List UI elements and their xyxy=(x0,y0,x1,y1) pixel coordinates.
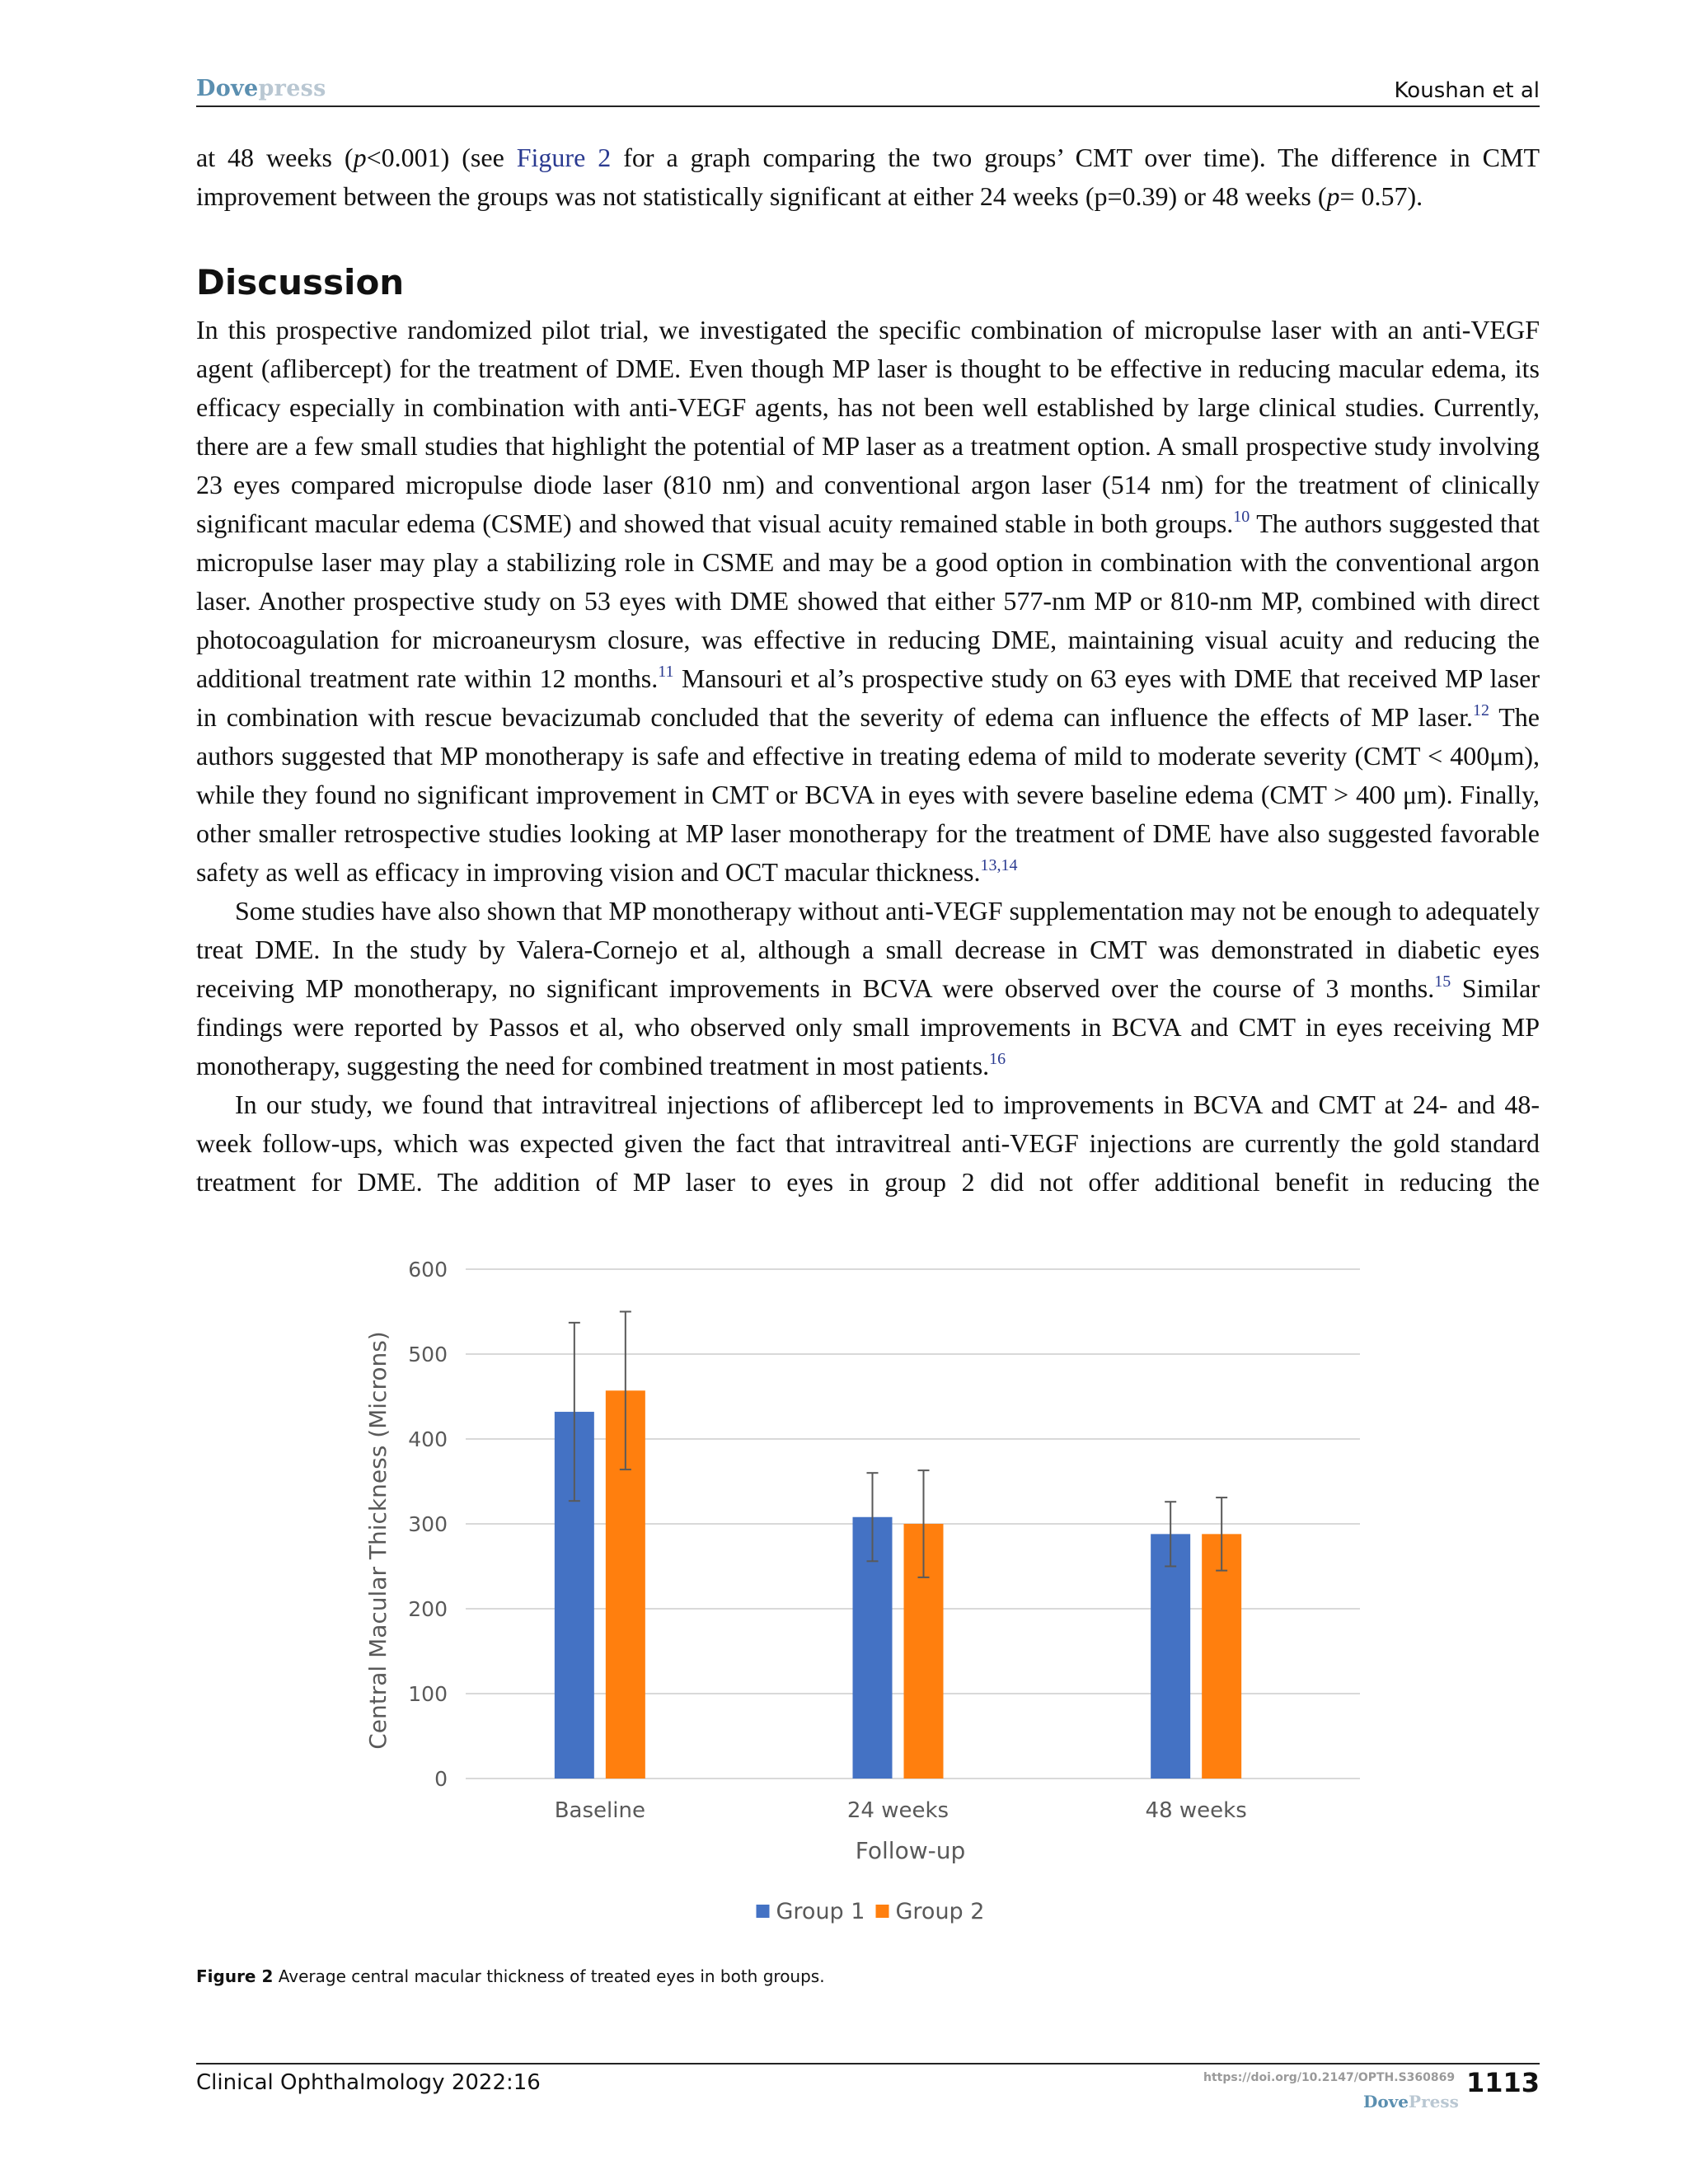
logo-dove-text: Dove xyxy=(196,76,259,101)
y-tick-label: 100 xyxy=(408,1682,448,1706)
discussion-paragraph-1: In this prospective randomized pilot trial, we investigated the specific combination of micropulse laser with an anti-VEGF agent (aflibercept) for the treatment of DME. Even though MP laser is thought to be effective in reducing macular edema, its efficacy especially in combination with anti-VEGF agents, has not been well established by large clinical studies. Currently, there are a few small studies that highlight the potential of MP laser as a treatment option. A small prospective study involving 23 eyes compared micropulse diode laser (810 nm) and conventional argon laser (514 nm) for the treatment of clinically significant macular edema (CSME) and showed that visual acuity remained stable in both groups.$^{10}$ The authors suggested that micropulse laser may play a stabilizing role in CSME and may be a good option in combination with the conventional argon laser. Another prospective study on 53 eyes with DME showed that either 577-nm MP or 810-nm MP, combined with direct photocoagulation for microaneurysm closure, was effective in reducing DME, maintaining visual acuity and reducing the additional treatment rate within 12 months.$^{11}$ Mansouri et al’s prospective study on 63 eyes with DME that received MP laser in combination with rescue bevacizumab concluded that the severity of edema can influence the effects of MP laser.$^{12}$ The authors suggested that MP monotherapy is safe and effective in treating edema of mild to moderate severity (CMT < 400μm), while they found no significant improvement in CMT or BCVA in eyes with severe baseline edema (CMT > 400 μm). Finally, other smaller retrospective studies looking at MP laser monotherapy for the treatment of DME have also suggested favorable safety as well as efficacy in improving vision and OCT macular thickness.$^{13,14}$ xyxy=(196,315,1540,887)
figure-2-link[interactable]: Figure 2 xyxy=(516,143,612,172)
reference-link[interactable]: 11 xyxy=(658,663,674,681)
journal-logo xyxy=(196,76,326,101)
discussion-paragraph-2: Some studies have also shown that MP monotherapy without anti-VEGF supplementation may not be enough to adequately treat DME. In the study by Valera-Cornejo et al, although a small decrease in CMT was demonstrated in diabetic eyes receiving MP monotherapy, no significant improvements in BCVA were observed over the course of 3 months.$^{15}$ Similar findings were reported by Passos et al, who observed only small improvements in BCVA and CMT in eyes receiving MP monotherapy, suggesting the need for combined treatment in most patients.$^{16}$ xyxy=(196,896,1540,1080)
x-tick-label: 48 weeks xyxy=(1145,1798,1247,1823)
logo-press-text: press xyxy=(258,76,326,101)
y-tick-label: 400 xyxy=(408,1427,448,1451)
reference-link[interactable]: 13,14 xyxy=(980,856,1018,874)
y-tick-label: 0 xyxy=(434,1767,448,1791)
x-axis-title: Follow-up xyxy=(855,1837,966,1864)
discussion-body xyxy=(196,311,1540,1202)
y-tick-label: 500 xyxy=(408,1343,448,1366)
y-axis-title: Central Macular Thickness (Microns) xyxy=(364,1331,392,1750)
intro-line-2: improvement between the groups was not statistically significant at either 24 weeks (p=0.39) or 48 weeks (p= 0.57). xyxy=(196,181,1423,211)
footer-page-number: 1113 xyxy=(1465,2067,1540,2098)
section-title-discussion: Discussion xyxy=(196,262,405,302)
discussion-paragraph-3: In our study, we found that intravitreal injections of aflibercept led to improvements in BCVA and CMT at 24- and 48-week follow-ups, which was expected given the fact that intravitreal anti-VEGF injections are currently the gold standard treatment for DME. The addition of MP laser to eyes in group 2 did not offer additional benefit in reducing the xyxy=(196,1090,1540,1197)
footer-doi-link[interactable]: https://doi.org/10.2147/OPTH.S360869 xyxy=(1203,2071,1456,2084)
running-author: Koushan et al xyxy=(1394,78,1540,103)
reference-link[interactable]: 10 xyxy=(1233,508,1250,526)
legend-swatch xyxy=(876,1905,889,1918)
header-rule xyxy=(196,105,1540,107)
y-tick-label: 200 xyxy=(408,1597,448,1621)
figure-caption-text: Average central macular thickness of treated eyes in both groups. xyxy=(273,1966,825,1986)
y-tick-label: 300 xyxy=(408,1512,448,1536)
legend-label: Group 1 xyxy=(776,1899,865,1924)
footer-journal: Clinical Ophthalmology 2022:16 xyxy=(196,2070,541,2095)
intro-line-1: at 48 weeks (p<0.001) (see Figure 2 for a graph comparing the two groups’ CMT over time). The difference in CMT xyxy=(196,143,1540,172)
bar-group-1 xyxy=(1151,1534,1190,1779)
legend-label: Group 2 xyxy=(895,1899,985,1924)
figure-caption xyxy=(196,1966,825,1986)
footer-rule xyxy=(196,2063,1540,2064)
reference-link[interactable]: 12 xyxy=(1473,701,1489,719)
y-tick-label: 600 xyxy=(408,1258,448,1282)
cmt-bar-chart xyxy=(363,1236,1385,1945)
intro-paragraph xyxy=(196,138,1540,216)
footer-logo: DovePress xyxy=(1363,2092,1459,2111)
x-tick-label: 24 weeks xyxy=(846,1798,950,1823)
figure-caption-label: Figure 2 xyxy=(196,1966,274,1986)
x-tick-label: Baseline xyxy=(554,1798,645,1823)
reference-link[interactable]: 15 xyxy=(1434,972,1451,991)
reference-link[interactable]: 16 xyxy=(989,1050,1006,1068)
legend-swatch xyxy=(757,1905,770,1918)
